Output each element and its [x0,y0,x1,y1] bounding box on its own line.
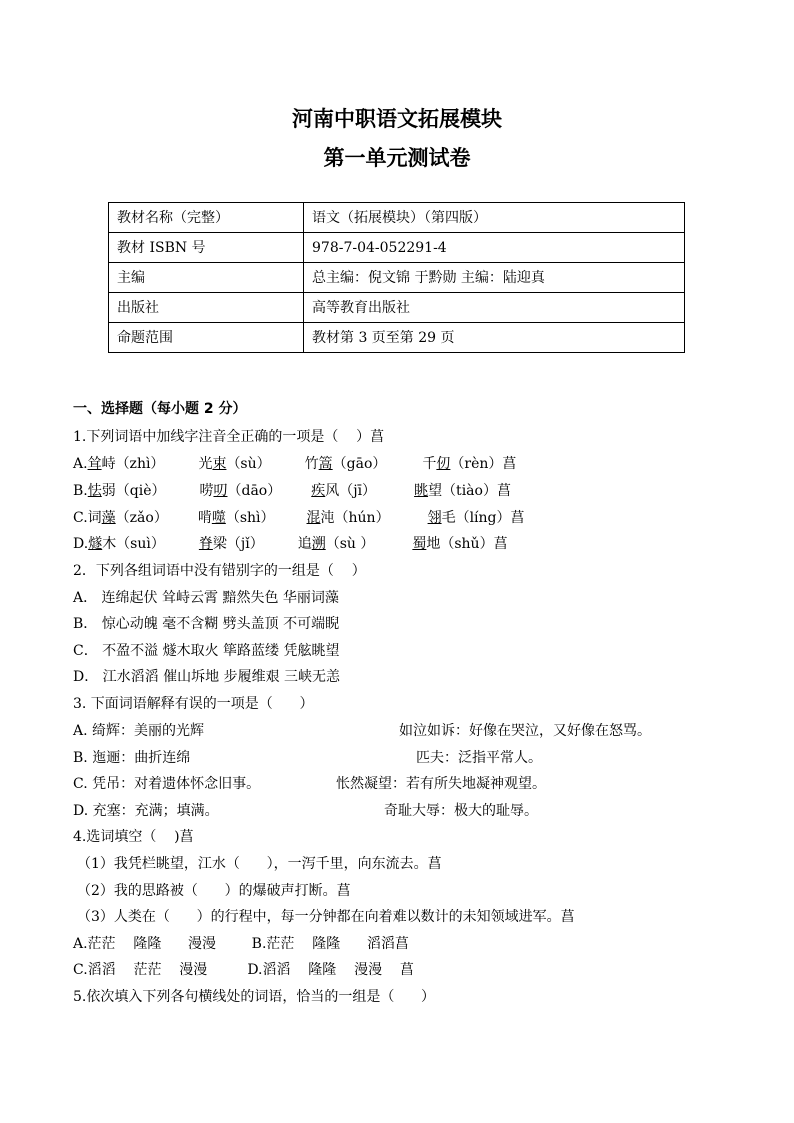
section-heading: 一、选择题（每小题 2 分） [73,401,247,417]
question-3-option-a-right: 如泣如诉：好像在哭泣，又好像在怒骂。 [399,723,651,739]
info-label: 教材 ISBN 号 [109,233,304,263]
question-2-stem: 2．下列各组词语中没有错别字的一组是（ ） [73,563,366,579]
question-3-option-d: D. 充塞：充满；填满。 [73,803,219,819]
question-1-stem: 1.下列词语中加线字注音全正确的一项是（ ）菖 [73,429,385,445]
question-3-stem: 3. 下面词语解释有误的一项是（ ） [73,696,314,712]
question-3-option-b: B. 迤逦：曲折连绵 [73,750,191,766]
question-3-option-b-right: 匹夫：泛指平常人。 [416,750,542,766]
table-row [109,293,685,323]
info-label: 出版社 [109,293,304,323]
info-value: 语文（拓展模块）（第四版） [304,203,685,233]
question-4-stem: 4.选词填空（ )菖 [73,829,194,845]
table-row [109,323,685,353]
info-label: 命题范围 [109,323,304,353]
document-title: 河南中职语文拓展模块 [292,107,502,131]
question-1-option-a: A.耸峙（zhì） 光束（sù） 竹篙（gāo） 千仞（rèn）菖 [73,456,517,472]
info-value: 978-7-04-052291-4 [304,233,685,263]
question-1-option-d: D.燧木（suì） 脊梁（jǐ） 追溯（sù ） 蜀地（shǔ）菖 [73,536,508,552]
info-label: 主编 [109,263,304,293]
question-3-option-d-right: 奇耻大辱：极大的耻辱。 [384,803,538,819]
question-4-item-2: （2）我的思路被（ ）的爆破声打断。菖 [77,883,351,899]
table-row [109,233,685,263]
question-1-option-c: C.词藻（zǎo） 啃噬（shì） 混沌（hún） 翎毛（líng）菖 [73,510,525,526]
question-2-option-a: A． 连绵起伏 耸峙云霄 黯然失色 华丽词藻 [73,590,339,606]
question-4-item-1: （1）我凭栏眺望，江水（ ），一泻千里，向东流去。菖 [77,856,442,872]
question-3-option-a: A. 绮辉：美丽的光辉 [73,723,205,739]
info-label: 教材名称（完整） [109,203,304,233]
info-value: 高等教育出版社 [304,293,685,323]
info-value: 总主编：倪文锦 于黔勋 主编：陆迎真 [304,263,685,293]
info-value: 教材第 3 页至第 29 页 [304,323,685,353]
question-5-stem: 5.依次填入下列各句横线处的词语，恰当的一组是（ ） [73,989,436,1005]
question-3-option-c-right: 怅然凝望：若有所失地凝神观望。 [336,776,546,792]
question-4-item-3: （3）人类在（ ）的行程中，每一分钟都在向着难以数计的未知领域进军。菖 [77,909,575,925]
question-4-options-cd: C.滔滔 茫茫 漫漫 D.滔滔 隆隆 漫漫 菖 [73,962,414,978]
question-4-options-ab: A.茫茫 隆隆 漫漫 B.茫茫 隆隆 滔滔菖 [73,936,409,952]
question-1-option-b: B.怯弱（qiè） 唠叨（dāo） 疾风（jī） 眺望（tiào）菖 [73,483,511,499]
table-row [109,203,685,233]
document-subtitle: 第一单元测试卷 [323,146,471,170]
question-2-option-d: D． 江水滔滔 催山坼地 步履维艰 三峡无恙 [73,669,341,685]
question-3-option-c: C. 凭吊：对着遗体怀念旧事。 [73,776,261,792]
question-2-option-b: B． 惊心动魄 毫不含糊 劈头盖顶 不可端睨 [73,616,340,632]
textbook-info-table [108,202,685,353]
table-row [109,263,685,293]
question-2-option-c: C． 不盈不溢 燧木取火 筚路蓝缕 凭舷眺望 [73,643,340,659]
